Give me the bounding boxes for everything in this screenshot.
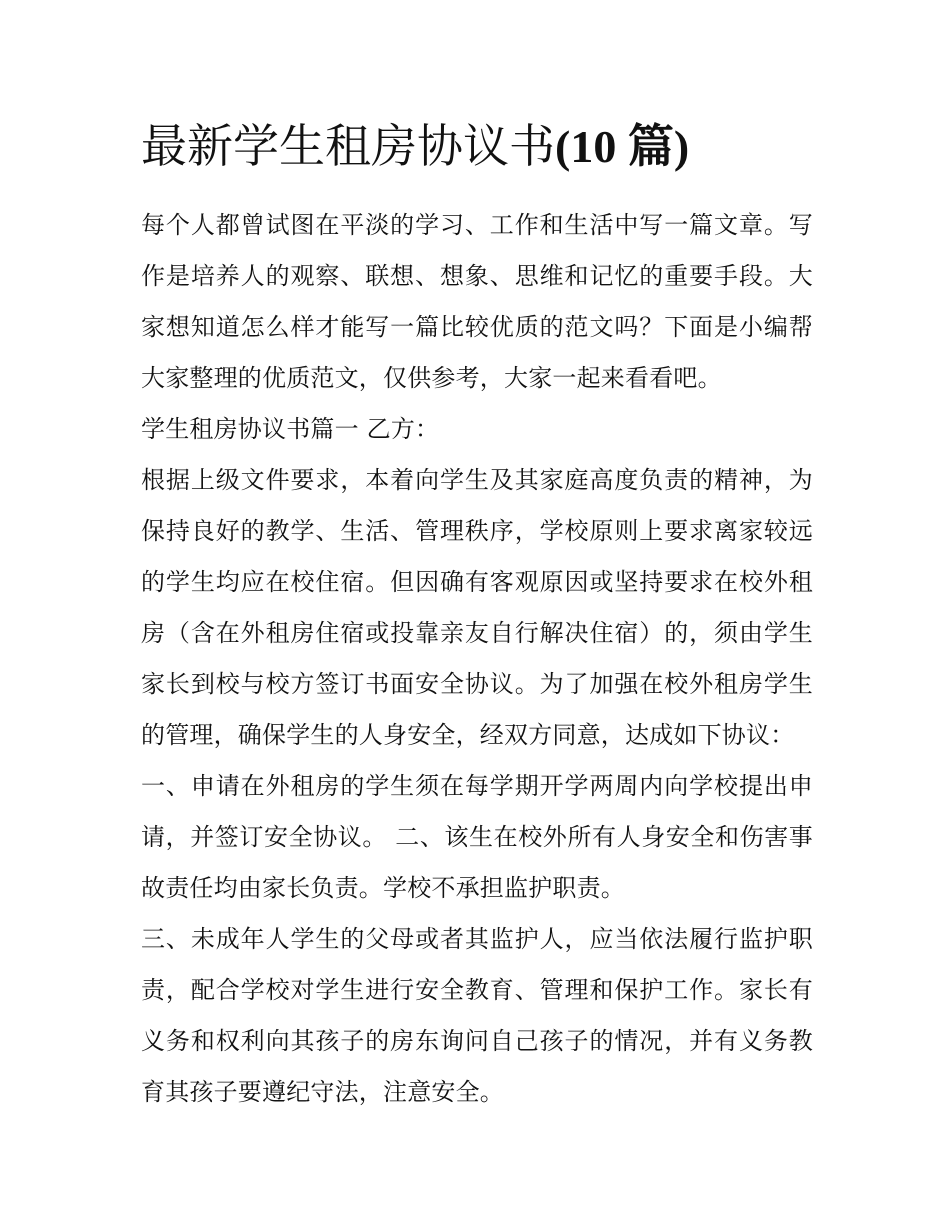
document-body <box>141 200 813 1118</box>
section-heading-paragraph: 学生租房协议书篇一 乙方： <box>141 415 440 443</box>
intro-paragraph: 每个人都曾试图在平淡的学习、工作和生活中写一篇文章。写作是培养人的观察、联想、想象、思维和记忆的重要手段。大家想知道怎么样才能写一篇比较优质的范文吗？下面是小编帮大家整理的优质范文，仅供参考，大家一起来看看吧。 <box>141 211 813 392</box>
clause-three-paragraph: 三、未成年人学生的父母或者其监护人，应当依法履行监护职责，配合学校对学生进行安全教育、管理和保护工作。家长有义务和权利向其孩子的房东询问自己孩子的情况，并有义务教育其孩子要遵纪守法，注意安全。 <box>141 925 813 1106</box>
title-main-text: 最新学生租房协议书 <box>141 119 555 173</box>
document-title <box>141 114 841 179</box>
title-count-text: (10 篇) <box>555 121 690 172</box>
clause-one-two-paragraph: 一、申请在外租房的学生须在每学期开学两周内向学校提出申请，并签订安全协议。 二、该生在校外所有人身安全和伤害事故责任均由家长负责。学校不承担监护职责。 <box>141 772 813 902</box>
preamble-paragraph: 根据上级文件要求，本着向学生及其家庭高度负责的精神，为保持良好的教学、生活、管理秩序，学校原则上要求离家较远的学生均应在校住宿。但因确有客观原因或坚持要求在校外租房（含在外租房住宿或投靠亲友自行解决住宿）的，须由学生家长到校与校方签订书面安全协议。为了加强在校外租房学生的管理，确保学生的人身安全，经双方同意，达成如下协议： <box>141 466 813 749</box>
